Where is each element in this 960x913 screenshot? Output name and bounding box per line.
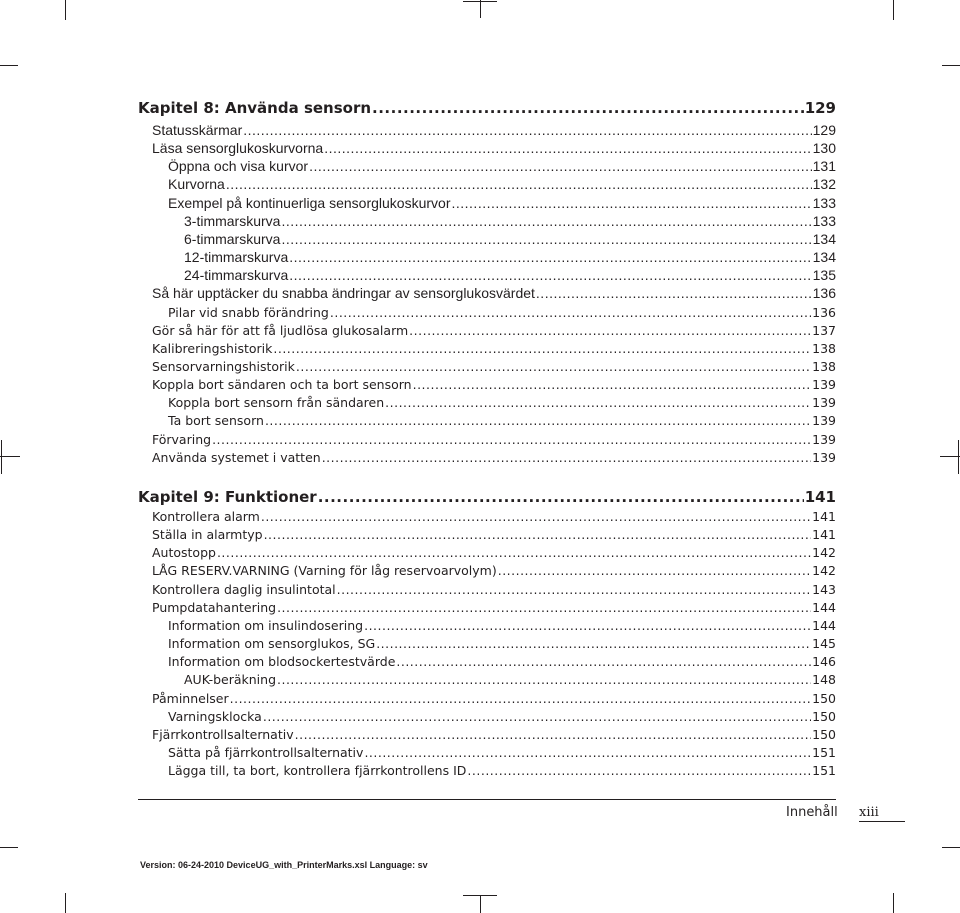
toc-entry-page-number: 137 [812,323,836,338]
chapter-title: Kapitel 8: Använda sensorn [138,99,372,117]
toc-entry[interactable] [152,321,836,338]
dot-leader [376,636,811,651]
toc-entry-title: Använda systemet i vatten [152,450,321,465]
toc-entry-title: Varningsklocka [168,709,262,724]
toc-entry-page-number: 139 [812,432,836,447]
toc-entry-page-number: 131 [812,158,836,174]
toc-entry[interactable] [168,743,836,760]
toc-entry[interactable] [152,689,836,706]
dot-leader [451,195,811,211]
toc-entry[interactable] [168,761,836,778]
dot-leader [467,763,811,778]
dot-leader [264,527,812,542]
toc-entry-title: LÅG RESERV.VARNING (Varning för låg reservoarvolym) [152,563,497,578]
toc-entry-page-number: 150 [812,691,836,706]
toc-entry-title: 24-timmarskurva [184,267,289,283]
chapter-heading[interactable] [138,95,836,117]
footer-section-label: Innehåll [786,805,838,820]
dot-leader [217,545,811,560]
toc-entry[interactable] [168,411,836,428]
dot-leader [385,395,811,410]
dot-leader [230,691,812,706]
toc-entry-page-number: 150 [812,727,836,742]
toc-entry-page-number: 133 [812,195,836,211]
toc-entry-title: Kalibreringshistorik [152,341,273,356]
toc-entry[interactable] [152,725,836,742]
toc-entry-title: Ställa in alarmtyp [152,527,263,542]
toc-entry-title: Öppna och visa kurvor [168,158,309,174]
toc-entry-page-number: 145 [812,636,836,651]
toc-entry-title: Så här upptäcker du snabba ändringar av sensorglukosvärdet [152,285,535,301]
toc-entry[interactable] [168,303,836,320]
toc-entry-page-number: 129 [812,122,836,138]
dot-leader [322,450,811,465]
toc-entry-page-number: 136 [812,285,836,301]
toc-entry-page-number: 151 [812,745,836,760]
toc-entry[interactable] [168,616,836,633]
toc-entry-page-number: 138 [812,359,836,374]
toc-entry-title: Kontrollera alarm [152,509,260,524]
dot-leader [273,341,811,356]
dot-leader [498,563,811,578]
dot-leader [281,231,811,247]
toc-entry[interactable] [184,212,836,229]
toc-entry-page-number: 134 [812,231,836,247]
chapter-heading[interactable] [138,484,836,506]
dot-leader [413,377,812,392]
toc-entry[interactable] [152,339,836,356]
dot-leader [372,99,804,117]
dot-leader [396,654,811,669]
toc-entry-page-number: 142 [812,545,836,560]
toc-entry-title: Autostopp [152,545,216,560]
toc-entry-title: Gör så här för att få ljudlösa glukosalarm [152,323,409,338]
toc-entry[interactable] [184,248,836,265]
toc-entry-title: Information om insulindosering [168,618,364,633]
toc-entry-title: Information om blodsockertestvärde [168,654,396,669]
toc-entry[interactable] [152,543,836,560]
toc-entry-title: Förvaring [152,432,212,447]
toc-entry-title: 12-timmarskurva [184,249,289,265]
toc-entry-page-number: 151 [812,763,836,778]
toc-entry[interactable] [152,121,836,138]
toc-entry-page-number: 139 [812,413,836,428]
toc-entry-title: Fjärrkontrollsalternativ [152,727,294,742]
toc-entry[interactable] [152,448,836,465]
toc-entry[interactable] [168,194,836,211]
toc-entry-title: Kontrollera daglig insulintotal [152,582,336,597]
footer-page-rule [859,821,905,822]
toc-entry-page-number: 141 [812,509,836,524]
toc-entry[interactable] [152,525,836,542]
dot-leader [289,249,811,265]
toc-entry[interactable] [168,634,836,651]
toc-entry-title: Koppla bort sensorn från sändaren [168,395,385,410]
toc-entry-title: Lägga till, ta bort, kontrollera fjärrkontrollens ID [168,763,467,778]
toc-entry[interactable] [152,580,836,597]
footer-rule [138,799,836,800]
toc-entry-page-number: 141 [812,527,836,542]
chapter-page-number: 141 [804,488,836,506]
toc-entry[interactable] [152,507,836,524]
toc-entry[interactable] [152,375,836,392]
dot-leader [295,727,812,742]
toc-entry-page-number: 133 [812,213,836,229]
toc-entry[interactable] [168,393,836,410]
toc-entry-title: Pilar vid snabb förändring [168,305,329,320]
chapter-title: Kapitel 9: Funktioner [138,488,317,506]
dot-leader [281,213,811,229]
toc-entry-page-number: 139 [812,450,836,465]
toc-entry-title: Ta bort sensorn [168,413,264,428]
toc-entry[interactable] [168,157,836,174]
toc-entry[interactable] [184,230,836,247]
toc-entry-title: Information om sensorglukos, SG [168,636,376,651]
toc-entry[interactable] [168,175,836,192]
toc-entry-page-number: 130 [812,140,836,156]
dot-leader [212,432,811,447]
dot-leader [277,672,811,687]
dot-leader [409,323,811,338]
dot-leader [318,488,804,506]
dot-leader [226,176,812,192]
toc-entry-title: Pumpdatahantering [152,600,277,615]
toc-entry-page-number: 132 [812,176,836,192]
toc-entry[interactable] [152,430,836,447]
toc-entry-title: 3-timmarskurva [184,213,281,229]
toc-entry-title: Sensorvarningshistorik [152,359,295,374]
toc-entry-title: AUK-beräkning [184,672,277,687]
dot-leader [309,158,812,174]
toc-entry-page-number: 139 [812,377,836,392]
dot-leader [243,122,811,138]
dot-leader [324,140,811,156]
toc-entry-page-number: 144 [812,618,836,633]
toc-entry-page-number: 150 [812,709,836,724]
dot-leader [263,709,811,724]
toc-entry[interactable] [152,284,836,301]
dot-leader [296,359,811,374]
toc-entry-page-number: 146 [812,654,836,669]
version-text: Version: 06-24-2010 DeviceUG_with_PrinterMarks.xsl Language: sv [140,860,428,870]
toc-entry-title: Kurvorna [168,176,225,192]
toc-entry-title: 6-timmarskurva [184,231,281,247]
toc-entry-title: Exempel på kontinuerliga sensorglukoskurvor [168,195,451,211]
toc-entry[interactable] [168,652,836,669]
dot-leader [364,745,811,760]
footer-page-number: xiii [859,805,879,820]
toc-entry[interactable] [152,598,836,615]
toc-entry-page-number: 142 [812,563,836,578]
dot-leader [277,600,811,615]
toc-entry-title: Koppla bort sändaren och ta bort sensorn [152,377,412,392]
dot-leader [536,285,812,301]
toc-entry[interactable] [184,670,836,687]
dot-leader [330,305,811,320]
toc-entry-title: Statusskärmar [152,122,243,138]
toc-entry-page-number: 148 [812,672,836,687]
dot-leader [364,618,811,633]
toc-entry-page-number: 139 [812,395,836,410]
toc-entry[interactable] [152,561,836,578]
toc-entry-page-number: 135 [812,267,836,283]
chapter-page-number: 129 [804,99,836,117]
dot-leader [289,267,811,283]
toc-entry-page-number: 138 [812,341,836,356]
toc-entry-page-number: 136 [812,305,836,320]
toc-entry-title: Påminnelser [152,691,229,706]
toc-entry-title: Läsa sensorglukoskurvorna [152,140,324,156]
toc-entry[interactable] [168,707,836,724]
dot-leader [261,509,811,524]
toc-entry-page-number: 144 [812,600,836,615]
toc-entry[interactable] [152,357,836,374]
toc-entry-page-number: 134 [812,249,836,265]
toc-entry-title: Sätta på fjärrkontrollsalternativ [168,745,364,760]
dot-leader [337,582,812,597]
toc-entry[interactable] [152,139,836,156]
toc-entry[interactable] [184,266,836,283]
toc-entry-page-number: 143 [812,582,836,597]
dot-leader [265,413,811,428]
